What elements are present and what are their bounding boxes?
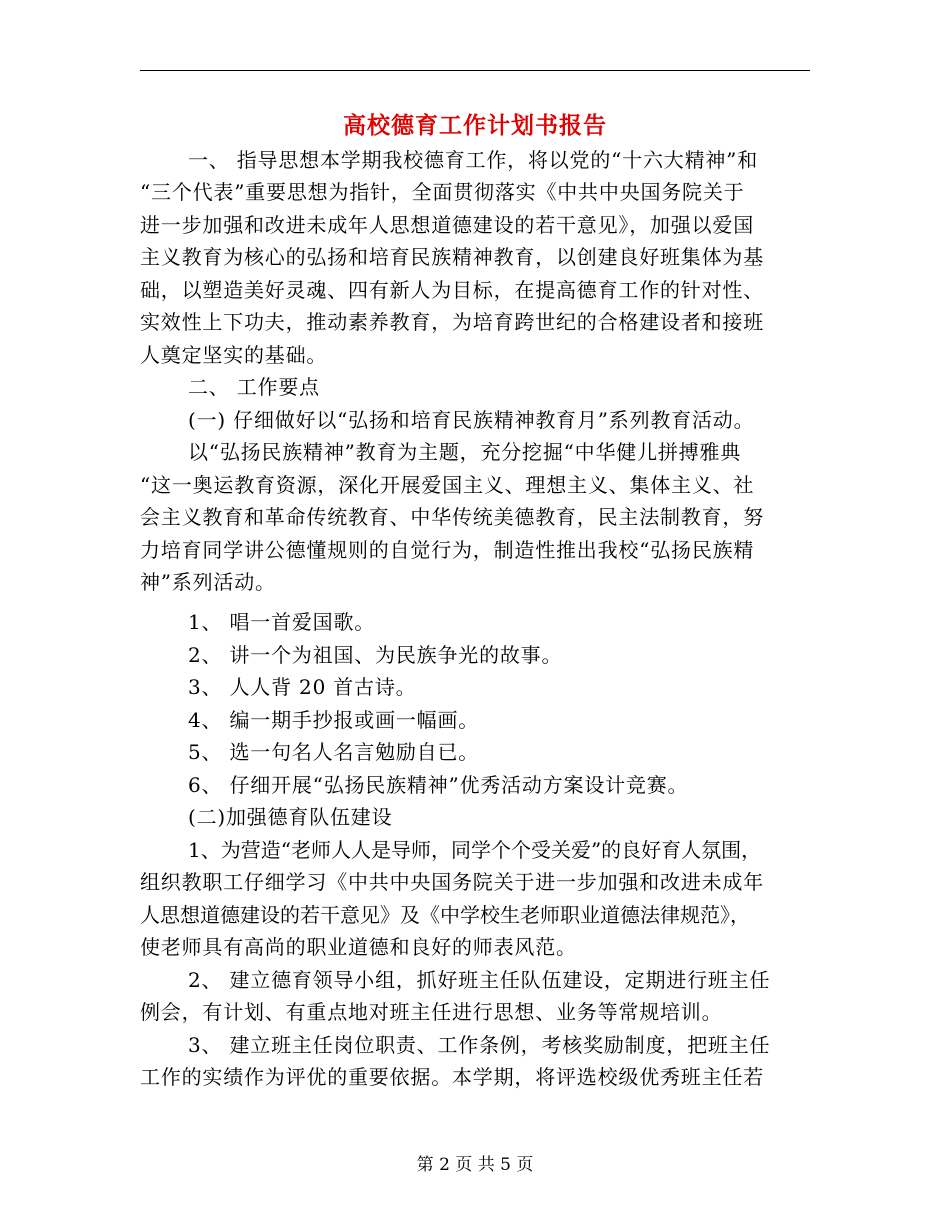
body-line: 3、 建立班主任岗位职责、工作条例，考核奖励制度，把班主任: [188, 1033, 771, 1057]
list-item: 1、 唱一首爱国歌。: [188, 610, 376, 634]
subsection-heading: (二)加强德育队伍建设: [188, 805, 393, 829]
body-line: 使老师具有高尚的职业道德和良好的师表风范。: [140, 935, 577, 959]
body-line: 2、 建立德育领导小组，抓好班主任队伍建设，定期进行班主任: [188, 968, 771, 992]
body-line: 1、为营造“老师人人是导师，同学个个受关爱”的良好育人氛围，: [188, 838, 762, 862]
list-item: 6、 仔细开展“弘扬民族精神”优秀活动方案设计竞赛。: [188, 773, 689, 797]
body-line: 例会，有计划、有重点地对班主任进行思想、业务等常规培训。: [140, 1000, 723, 1024]
document-title: 高校德育工作计划书报告: [343, 112, 607, 139]
list-item: 2、 讲一个为祖国、为民族争光的故事。: [188, 643, 563, 667]
body-line: 会主义教育和革命传统教育、中华传统美德教育，民主法制教育，努: [140, 505, 764, 529]
body-line: 人奠定坚实的基础。: [140, 343, 328, 367]
list-item: 4、 编一期手抄报或画一幅画。: [188, 708, 480, 732]
body-line: 神”系列活动。: [140, 570, 276, 594]
body-line: 组织教职工仔细学习《中共中央国务院关于进一步加强和改进未成年: [140, 870, 764, 894]
body-line: 一、 指导思想本学期我校德育工作，将以党的“十六大精神”和: [188, 148, 759, 172]
header-rule: [140, 70, 810, 71]
body-line: 人思想道德建设的若干意见》及《中学校生老师职业道德法律规范》，: [140, 903, 750, 927]
section-heading: 二、 工作要点: [188, 375, 320, 399]
body-line: 进一步加强和改进未成年人思想道德建设的若干意见》，加强以爱国: [140, 213, 754, 237]
body-line: 实效性上下功夫，推动素养教育，为培育跨世纪的合格建设者和接班: [140, 310, 764, 334]
list-item: 5、 选一句名人名言勉励自已。: [188, 740, 480, 764]
subsection-heading: (一) 仔细做好以“弘扬和培育民族精神教育月”系列教育活动。: [188, 408, 755, 432]
page-footer: 第 2 页 共 5 页: [416, 1155, 534, 1175]
body-line: 工作的实绩作为评优的重要依据。本学期，将评选校级优秀班主任若: [140, 1065, 764, 1089]
list-item: 3、 人人背 20 首古诗。: [188, 675, 417, 699]
body-line: 力培育同学讲公德懂规则的自觉行为，制造性推出我校“弘扬民族精: [140, 538, 755, 562]
body-line: “这一奥运教育资源，深化开展爱国主义、理想主义、集体主义、社: [140, 473, 755, 497]
body-line: 以“弘扬民族精神”教育为主题，充分挖掘“中华健儿拼搏雅典: [188, 440, 742, 464]
body-line: “三个代表”重要思想为指针，全面贯彻落实《中共中央国务院关于: [140, 180, 745, 204]
body-line: 主义教育为核心的弘扬和培育民族精神教育，以创建良好班集体为基: [140, 245, 764, 269]
body-line: 础，以塑造美好灵魂、四有新人为目标，在提高德育工作的针对性、: [140, 278, 764, 302]
